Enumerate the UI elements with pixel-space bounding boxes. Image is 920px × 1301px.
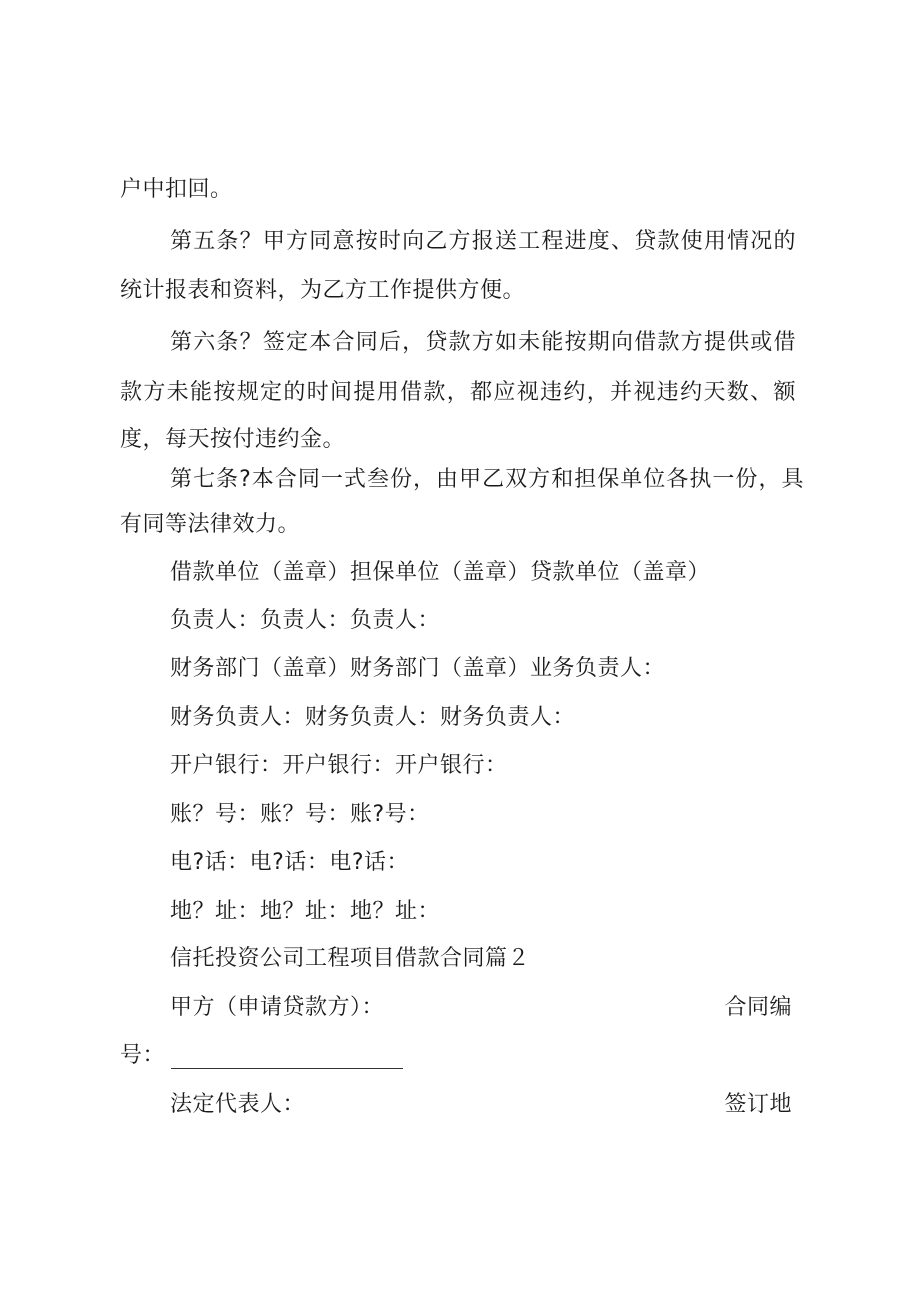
phone-line: 电?话：电?话：电?话： [170,850,410,875]
account-line: 账？号：账？号：账?号： [170,802,430,827]
responsible-person-line: 负责人：负责人：负责人： [170,608,441,633]
finance-head-line: 财务负责人：财务负责人：财务负责人： [170,705,576,730]
article-6-line-3: 度，每天按付违约金。 [120,427,346,452]
contract-no-line [120,1043,403,1069]
address-line: 地？址：地？址：地？址： [170,899,441,924]
contract-no-suffix: 号： [120,1043,166,1068]
bank-line: 开户银行：开户银行：开户银行： [170,753,508,778]
article-5-line-1: 第五条？甲方同意按时向乙方报送工程进度、贷款使用情况的 [170,229,796,254]
text-line: 户中扣回。 [120,177,233,202]
contract-no-label: 合同编 [724,995,792,1020]
section-heading: 信托投资公司工程项目借款合同篇２ [170,946,531,971]
signature-units-line: 借款单位（盖章）担保单位（盖章）贷款单位（盖章） [170,560,711,585]
signing-place-label: 签订地 [724,1092,792,1117]
article-7-line-1: 第七条?本合同一式叁份，由甲乙双方和担保单位各执一份，具 [170,467,804,492]
party-a-label: 甲方（申请贷款方）： [170,995,385,1020]
article-7-line-2: 有同等法律效力。 [120,512,301,537]
legal-rep-label: 法定代表人： [170,1092,306,1117]
article-6-line-1: 第六条？签定本合同后，贷款方如未能按期向借款方提供或借 [170,330,796,355]
finance-dept-line: 财务部门（盖章）财务部门（盖章）业务负责人： [170,656,666,681]
contract-no-field[interactable] [171,1046,403,1069]
article-5-line-2: 统计报表和资料，为乙方工作提供方便。 [120,278,526,303]
article-6-line-2: 款方未能按规定的时间提用借款，都应视违约，并视违约天数、额 [120,380,796,405]
